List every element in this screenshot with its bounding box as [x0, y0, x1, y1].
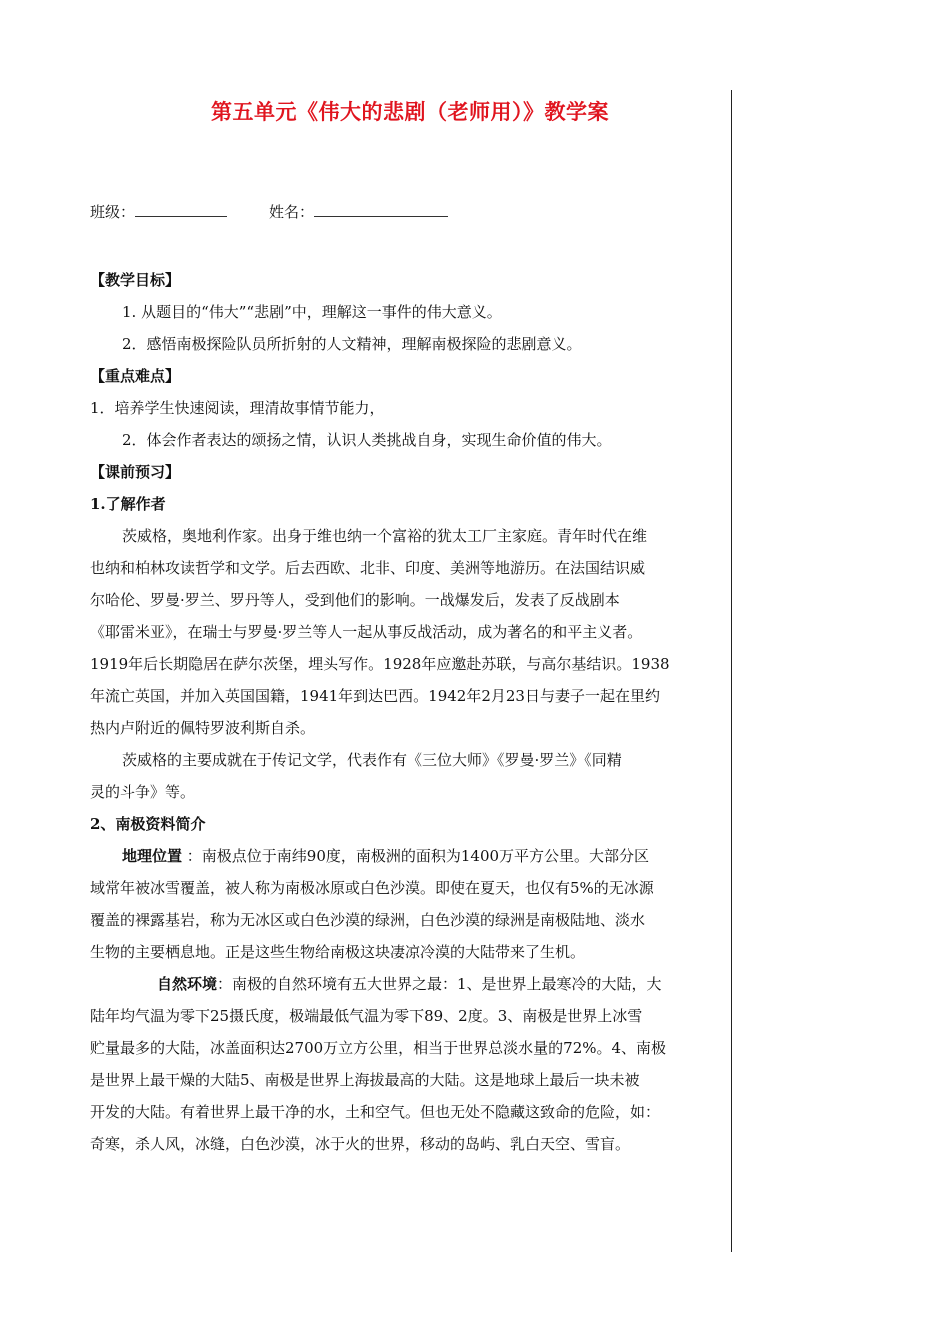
objectives-heading: 【教学目标】: [90, 271, 181, 289]
geo-text-line: 覆盖的裸露基岩，称为无冰区或白色沙漠的绿洲，白色沙漠的绿洲是南极陆地、淡水: [90, 911, 646, 929]
name-label: 姓名：: [269, 203, 315, 221]
key-points-heading: 【重点难点】: [90, 367, 181, 385]
geo-text: ：南极点位于南纬90度，南极洲的面积为1400万平方公里。大部分区: [182, 847, 650, 865]
geo-text-line: [122, 846, 752, 866]
objective-item: 2．感悟南极探险队员所折射的人文精神，理解南极探险的悲剧意义。: [122, 335, 582, 353]
author-text-line: 年流亡英国，并加入英国国籍，1941年到达巴西。1942年2月23日与妻子一起在里约: [90, 687, 660, 705]
document-title: 第五单元《伟大的悲剧（老师用）》教学案: [211, 99, 609, 124]
class-label: 班级：: [90, 203, 136, 221]
antarctic-heading: 2、南极资料简介: [90, 815, 206, 833]
author-text-line: 茨威格，奥地利作家。出身于维也纳一个富裕的犹太工厂主家庭。青年时代在维: [122, 527, 648, 545]
author-text-line: 1919年后长期隐居在萨尔茨堡，埋头写作。1928年应邀赴苏联，与高尔基结识。1938: [90, 655, 670, 673]
page-margin-rule: [731, 90, 732, 1252]
env-text-line: [157, 974, 722, 994]
class-field[interactable]: [135, 202, 227, 217]
key-point-item: 2．体会作者表达的颂扬之情，认识人类挑战自身，实现生命价值的伟大。: [122, 431, 612, 449]
student-info-row: [90, 202, 720, 222]
env-text-line: 开发的大陆。有着世界上最干净的水，土和空气。但也无处不隐藏这致命的危险，如：: [90, 1103, 661, 1121]
env-text-line: 奇寒，杀人风，冰缝，白色沙漠，冰于火的世界，移动的岛屿、乳白天空、雪盲。: [90, 1135, 631, 1153]
geo-text-line: 生物的主要栖息地。正是这些生物给南极这块凄凉冷漠的大陆带来了生机。: [90, 943, 586, 961]
env-text-line: 贮量最多的大陆，冰盖面积达2700万立方公里，相当于世界总淡水量的72%。4、南极: [90, 1039, 667, 1057]
preview-heading: 【课前预习】: [90, 463, 181, 481]
author-text-line: 也纳和柏林攻读哲学和文学。后去西欧、北非、印度、美洲等地游历。在法国结识威: [90, 559, 646, 577]
geo-label: 地理位置: [122, 847, 183, 865]
author-text-line: 茨威格的主要成就在于传记文学，代表作有《三位大师》《罗曼·罗兰》《同精: [122, 751, 622, 769]
name-field[interactable]: [314, 202, 448, 217]
env-text-line: 是世界上最干燥的大陆5、南极是世界上海拔最高的大陆。这是地球上最后一块未被: [90, 1071, 640, 1089]
env-text: ：南极的自然环境有五大世界之最：1、是世界上最寒冷的大陆，大: [217, 975, 662, 993]
env-label: 自然环境: [157, 975, 218, 993]
author-text-line: 《耶雷米亚》，在瑞士与罗曼·罗兰等人一起从事反战活动，成为著名的和平主义者。: [90, 623, 643, 641]
geo-text-line: 域常年被冰雪覆盖，被人称为南极冰原或白色沙漠。即使在夏天，也仅有5%的无冰源: [90, 879, 654, 897]
key-point-item: 1．培养学生快速阅读，理清故事情节能力，: [90, 399, 385, 417]
env-text-line: 陆年均气温为零下25摄氏度，极端最低气温为零下89、2度。3、南极是世界上冰雪: [90, 1007, 643, 1025]
author-heading: 1.了解作者: [90, 495, 166, 513]
author-text-line: 热内卢附近的佩特罗波利斯自杀。: [90, 719, 316, 737]
objective-item: 1. 从题目的“伟大”“悲剧”中，理解这一事件的伟大意义。: [122, 303, 502, 321]
author-text-line: 灵的斗争》等。: [90, 783, 196, 801]
author-text-line: 尔哈伦、罗曼·罗兰、罗丹等人，受到他们的影响。一战爆发后，发表了反战剧本: [90, 591, 620, 609]
